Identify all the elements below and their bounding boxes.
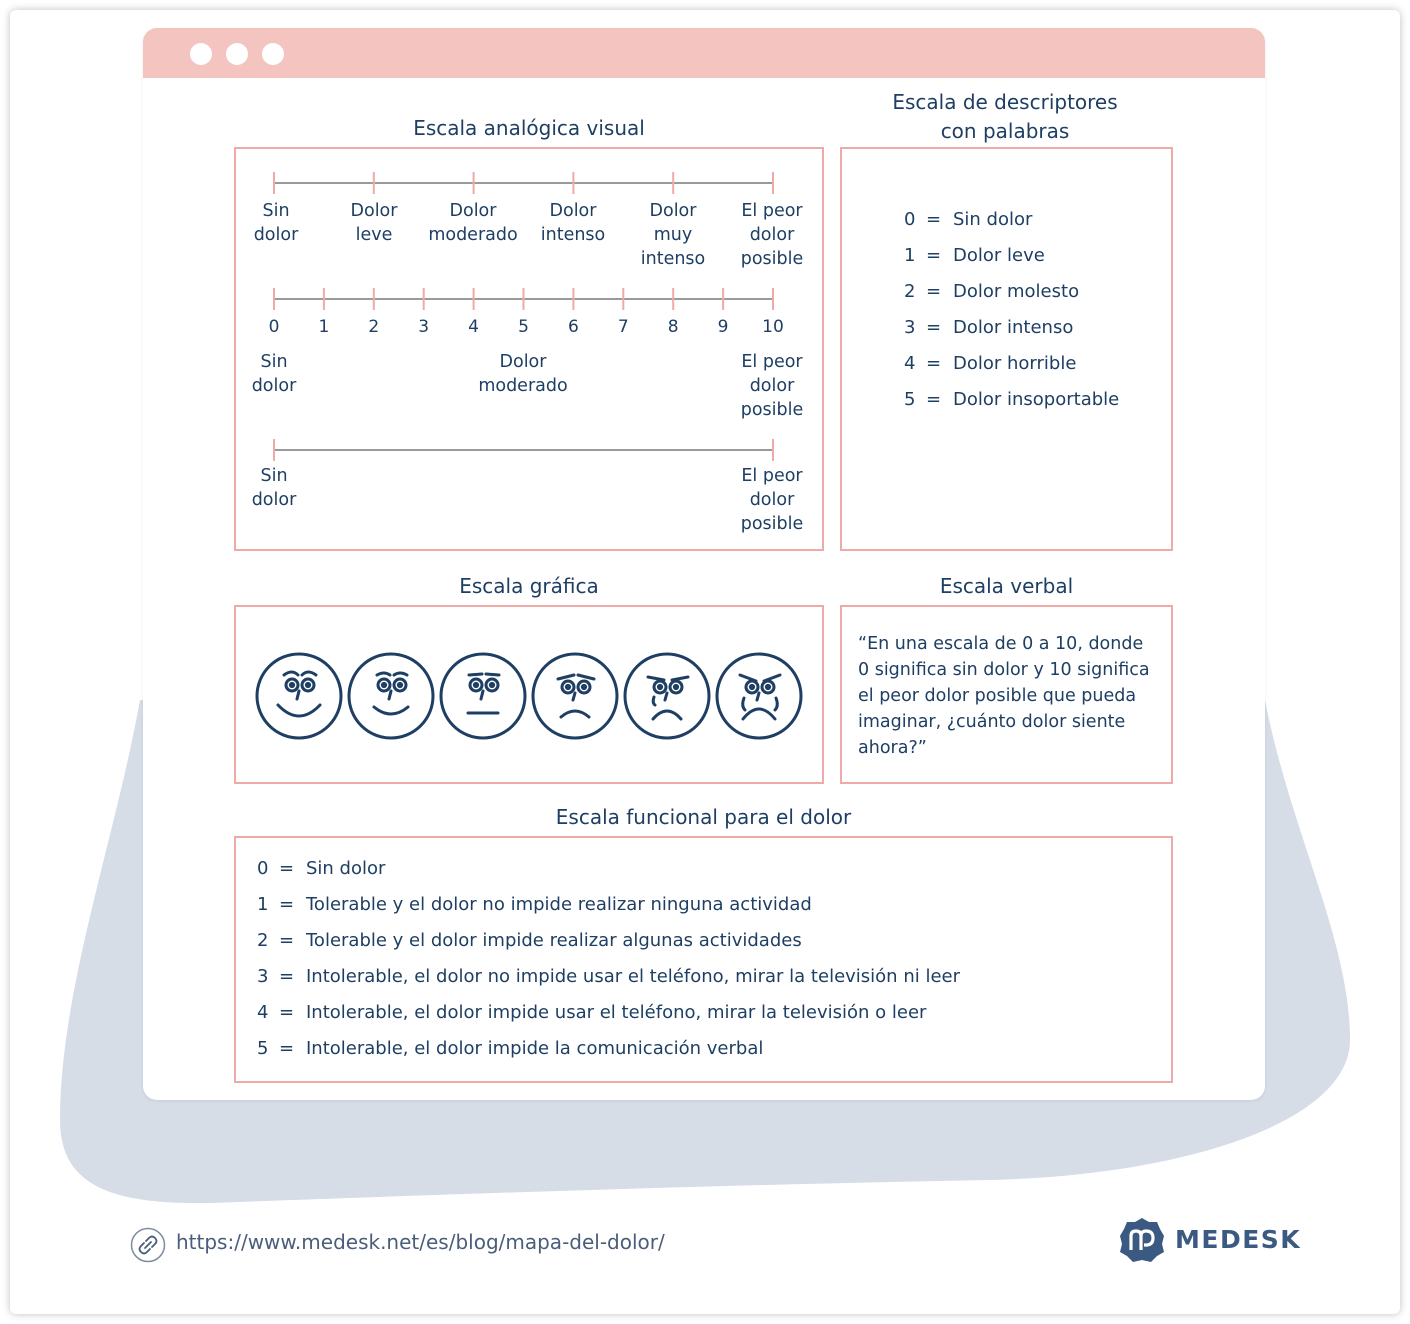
- medesk-brand[interactable]: MEDESK: [1175, 1225, 1302, 1254]
- descriptor-row-3: 3 = Dolor intenso: [904, 317, 1074, 338]
- functional-title: Escala funcional para el dolor: [555, 805, 852, 829]
- vas-title: Escala analógica visual: [413, 116, 645, 140]
- face-0-icon: [257, 654, 341, 738]
- vas-number-6: 6: [567, 317, 579, 337]
- vas-number-1: 1: [318, 317, 330, 337]
- vas-number-8: 8: [667, 317, 679, 337]
- descriptor-row-2: 2 = Dolor molesto: [904, 281, 1080, 302]
- graphic-title: Escala gráfica: [459, 574, 599, 598]
- vas-row2-label-left: Sin dolor: [251, 352, 297, 396]
- window-dot-1[interactable]: [190, 43, 212, 65]
- functional-row-5: 5 = Intolerable, el dolor impide la comunicación verbal: [257, 1038, 764, 1059]
- descriptors-title-line1: Escala de descriptores: [892, 90, 1118, 114]
- browser-window: [143, 28, 1265, 1100]
- verbal-panel: [840, 605, 1173, 784]
- descriptors-panel: [840, 147, 1173, 551]
- vas-row1-label-3: Dolor intenso: [540, 201, 606, 245]
- vas-number-3: 3: [418, 317, 430, 337]
- vas-row2-label-right: El peor dolor posible: [740, 352, 804, 420]
- functional-row-1: 1 = Tolerable y el dolor no impide realizar ninguna actividad: [257, 894, 812, 915]
- face-3-icon: [533, 654, 617, 738]
- descriptor-row-0: 0 = Sin dolor: [904, 209, 1033, 230]
- vas-panel: [234, 147, 824, 551]
- window-dot-2[interactable]: [226, 43, 248, 65]
- face-1-icon: [349, 654, 433, 738]
- medesk-logo-icon: [1118, 1216, 1166, 1264]
- descriptors-title-line2: con palabras: [940, 119, 1070, 143]
- vas-number-5: 5: [518, 317, 529, 337]
- footer-url[interactable]: https://www.medesk.net/es/blog/mapa-del-dolor/: [176, 1230, 665, 1254]
- vas-row1-label-0: Sin dolor: [253, 201, 299, 245]
- vas-number-4: 4: [468, 317, 479, 337]
- vas-number-10: 10: [762, 317, 784, 337]
- link-icon[interactable]: [130, 1227, 166, 1263]
- faces-scale: [236, 607, 822, 782]
- verbal-quote: “En una escala de 0 a 10, donde 0 significa sin dolor y 10 significa el peor dolor posible que pueda imaginar, ¿cuánto dolor siente ahora?”: [858, 634, 1150, 758]
- vas-row2-label-middle: Dolor moderado: [478, 352, 568, 396]
- vas-number-2: 2: [368, 317, 380, 337]
- verbal-title: Escala verbal: [939, 574, 1074, 598]
- face-5-icon: [717, 654, 801, 738]
- functional-row-2: 2 = Tolerable y el dolor impide realizar algunas actividades: [257, 930, 802, 951]
- window-dot-3[interactable]: [262, 43, 284, 65]
- vas-row1-label-4: Dolor muy intenso: [640, 201, 706, 269]
- face-4-icon: [625, 654, 709, 738]
- screenshot-frame: [10, 10, 1400, 1314]
- descriptor-row-1: 1 = Dolor leve: [904, 245, 1045, 266]
- face-2-icon: [441, 654, 525, 738]
- vas-row1-label-2: Dolor moderado: [428, 201, 518, 245]
- vas-number-9: 9: [717, 317, 729, 337]
- functional-row-3: 3 = Intolerable, el dolor no impide usar el teléfono, mirar la televisión ni leer: [257, 966, 960, 987]
- descriptor-row-4: 4 = Dolor horrible: [904, 353, 1077, 374]
- functional-row-4: 4 = Intolerable, el dolor impide usar el teléfono, mirar la televisión o leer: [257, 1002, 927, 1023]
- functional-row-0: 0 = Sin dolor: [257, 858, 386, 879]
- graphic-panel: [234, 605, 824, 784]
- vas-number-0: 0: [268, 317, 280, 337]
- functional-panel: [234, 836, 1173, 1083]
- vas-row3-label-left: Sin dolor: [251, 466, 297, 510]
- vas-number-7: 7: [617, 317, 629, 337]
- vas-row1-label-1: Dolor leve: [350, 201, 398, 245]
- vas-row1-label-5: El peor dolor posible: [740, 201, 804, 269]
- browser-titlebar: [143, 28, 1265, 78]
- vas-row3-label-right: El peor dolor posible: [740, 466, 804, 534]
- descriptor-row-5: 5 = Dolor insoportable: [904, 389, 1120, 410]
